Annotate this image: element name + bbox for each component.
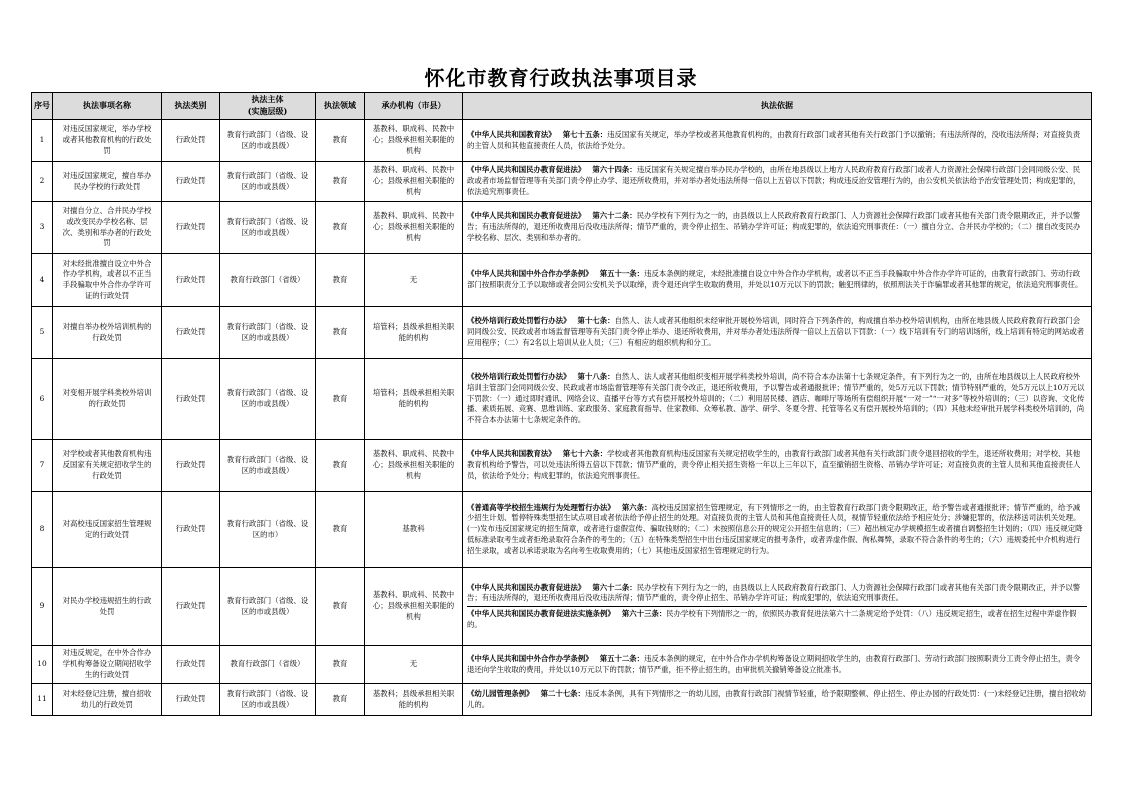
law-article: 第六十二条： bbox=[592, 211, 637, 221]
cell-seq: 5 bbox=[32, 307, 53, 359]
table-row bbox=[32, 646, 1092, 684]
enforcement-table bbox=[31, 92, 1092, 716]
page-title: 怀化市教育行政执法事项目录 bbox=[424, 66, 698, 90]
table-row bbox=[32, 202, 1092, 254]
basis-entry bbox=[467, 449, 1087, 481]
law-text: 违反本条例的规定，在中外合作办学机构筹备设立期间招收学生的，由教育行政部门、劳动行政部门按照职责分工责令停止招生，责令退还向学生收取的费用，并处以10万元以下的罚款；情节严重，拒不停止招生的，由审批机关撤销筹备设立批准书。 bbox=[467, 653, 1081, 674]
cell-subject: 教育行政部门（省级、设区的市或县级） bbox=[220, 359, 316, 440]
table-row bbox=[32, 492, 1092, 568]
cell-category: 行政处罚 bbox=[162, 684, 220, 716]
cell-category: 行政处罚 bbox=[162, 120, 220, 162]
cell-seq: 2 bbox=[32, 162, 53, 202]
table-row bbox=[32, 162, 1092, 202]
cell-category: 行政处罚 bbox=[162, 307, 220, 359]
cell-field: 教育 bbox=[316, 492, 365, 568]
law-text: 违反国家有关规定，举办学校或者其他教育机构的，由教育行政部门或者其他有关行政部门予以撤销；有违法所得的，没收违法所得；对直接负责的主管人员和其他直接责任人员，依法给予处分。 bbox=[467, 129, 1081, 150]
cell-basis bbox=[463, 684, 1092, 716]
cell-subject: 教育行政部门（省级、设区的市或县级） bbox=[220, 162, 316, 202]
table-row bbox=[32, 120, 1092, 162]
cell-basis bbox=[463, 162, 1092, 202]
law-name: 《幼儿园管理条例》 bbox=[467, 688, 534, 698]
cell-basis bbox=[463, 568, 1092, 646]
cell-field: 教育 bbox=[316, 120, 365, 162]
law-article: 第十八条： bbox=[577, 372, 615, 382]
header-category: 执法类别 bbox=[162, 93, 220, 120]
basis-entry bbox=[467, 503, 1087, 557]
cell-field: 教育 bbox=[316, 162, 365, 202]
cell-item-name: 对学校或者其他教育机构违反国家有关规定招收学生的行政处罚 bbox=[53, 440, 162, 492]
cell-subject: 教育行政部门（省级、设区的市或县级） bbox=[220, 120, 316, 162]
header-item: 执法事项名称 bbox=[53, 93, 162, 120]
cell-seq: 1 bbox=[32, 120, 53, 162]
law-name: 《中华人民共和国民办教育促进法实施条例》 bbox=[467, 609, 615, 618]
law-article: 第六十四条： bbox=[592, 165, 637, 175]
cell-category: 行政处罚 bbox=[162, 440, 220, 492]
cell-field: 教育 bbox=[316, 307, 365, 359]
cell-field: 教育 bbox=[316, 684, 365, 716]
law-text: 违反本条例的规定，未经批准擅自设立中外合作办学机构，或者以不正当手段骗取中外合作办学许可证的，由教育行政部门、劳动行政部门按照职责分工予以取缔或者会同公安机关予以取缔，责令退还向学生收取的费用，并处以10万元以下的罚款；触犯刑律的，依照刑法关于诈骗罪或者其他罪的规定，依法追究刑事责任。 bbox=[467, 269, 1083, 289]
cell-item-name: 对未经登记注册，擅自招收幼儿的行政处罚 bbox=[53, 684, 162, 716]
table-row bbox=[32, 254, 1092, 307]
header-field: 执法领域 bbox=[316, 93, 365, 120]
cell-agency: 无 bbox=[365, 254, 463, 307]
header-subject-sub: (实施层级) bbox=[247, 106, 288, 116]
cell-item-name: 对擅自分立、合并民办学校或改变民办学校名称、层次、类别和举办者的行政处罚 bbox=[53, 202, 162, 254]
cell-item-name: 对高校违反国家招生管理规定的行政处罚 bbox=[53, 492, 162, 568]
cell-agency: 基教科、职成科、民教中心；县级承担相关职能的机构 bbox=[365, 162, 463, 202]
cell-seq: 9 bbox=[32, 568, 53, 646]
cell-item-name: 对擅自举办校外培训机构的行政处罚 bbox=[53, 307, 162, 359]
law-name: 《校外培训行政处罚暂行办法》 bbox=[467, 316, 571, 326]
cell-basis bbox=[463, 120, 1092, 162]
cell-field: 教育 bbox=[316, 359, 365, 440]
basis-entry bbox=[467, 583, 1087, 607]
cell-agency: 基教科、职成科、民教中心；县级承担相关职能的机构 bbox=[365, 568, 463, 646]
law-article: 第七十五条： bbox=[562, 129, 608, 139]
basis-entry bbox=[467, 316, 1087, 348]
law-text: 自然人、法人或者其他组织变相开展学科类校外培训，尚不符合本办法第十七条规定条件，有下列行为之一的，由所在地县级以上人民政府校外培训主管部门会同同级公安、民政或者市场监督管理等有关部门责令改正，退还所收费用，予以警告或者通报批评；情节严重的，处5万元以下罚款；情节特别严重的，处5万元以上10万元以下罚款：（一）通过即时通讯、网络会议、直播平台等方式有偿开展校外培训的；（二）利用居民楼、酒店、咖啡厅等场所有偿组织开展“一对一”“一对多”等校外培训的；（三）以咨询、文化传播、素质拓展、竞赛、思维训练、家政服务、家庭教育指导、住家教师、众筹私教、游学、研学、冬夏令营、托管等名义有偿开展校外培训的；（四）其他未经审批开展学科类校外培训的，尚不符合本办法第十七条规定条件的。 bbox=[467, 372, 1085, 425]
law-text: 民办学校有下列行为之一的，由县级以上人民政府教育行政部门、人力资源社会保障行政部门或者其他有关部门责令限期改正，并予以警告；有违法所得的，退还所收费用后没收违法所得；情节严重的，责令停止招生、吊销办学许可证；构成犯罪的，依法追究刑事责任。 bbox=[467, 582, 1081, 603]
header-basis: 执法依据 bbox=[463, 93, 1092, 120]
cell-seq: 3 bbox=[32, 202, 53, 254]
basis-entry bbox=[467, 130, 1087, 151]
cell-category: 行政处罚 bbox=[162, 492, 220, 568]
cell-field: 教育 bbox=[316, 568, 365, 646]
cell-seq: 7 bbox=[32, 440, 53, 492]
basis-entry bbox=[467, 165, 1087, 197]
basis-entry bbox=[467, 269, 1087, 290]
law-text: 违反本条例，具有下列情形之一的幼儿园，由教育行政部门视情节轻重，给予限期整顿、停止招生、停止办园的行政处罚：(一)未经登记注册，擅自招收幼儿的。 bbox=[467, 688, 1086, 709]
cell-basis bbox=[463, 202, 1092, 254]
law-article: 第十七条： bbox=[577, 316, 615, 326]
cell-basis bbox=[463, 359, 1092, 440]
cell-subject: 教育行政部门（省级、设区的市或县级） bbox=[220, 307, 316, 359]
cell-category: 行政处罚 bbox=[162, 646, 220, 684]
cell-subject: 教育行政部门（省级、设区的市） bbox=[220, 492, 316, 568]
law-article: 第五十二条： bbox=[599, 653, 645, 663]
header-agency: 承办机构（市县） bbox=[365, 93, 463, 120]
law-name: 《中华人民共和国教育法》 bbox=[467, 449, 556, 459]
cell-field: 教育 bbox=[316, 440, 365, 492]
cell-seq: 10 bbox=[32, 646, 53, 684]
cell-basis bbox=[463, 492, 1092, 568]
law-text: 高校违反国家招生管理规定，有下列情形之一的，由主管教育行政部门责令限期改正，给予警告或者通报批评；情节严重的，给予减少招生计划、暂停特殊类型招生试点项目或者依法给予停止招生的处理。对直接负责的主管人员和其他直接责任人员，视情节轻重依法给予相应处分；涉嫌犯罪的，依法移送司法机关处理。(一)发布违反国家规定的招生简章，或者进行虚假宣传、骗取钱财的；（二）未按照信息公开的规定公开招生信息的；（三）超出核定办学规模招生或者擅自调整招生计划的；（四）违反规定降低标准录取考生或者拒绝录取符合条件的考生的；（五）在特殊类型招生中出台违反国家规定的报考条件，或者弄虚作假、徇私舞弊，录取不符合条件的考生的；（六）违规委托中介机构进行招生录取，或者以承诺录取为名向考生收取费用的；（七）其他违反国家招生管理规定的行为。 bbox=[467, 502, 1083, 555]
cell-item-name: 对违反规定，在中外合作办学机构筹备设立期间招收学生的行政处罚 bbox=[53, 646, 162, 684]
header-subject-main: 执法主体 bbox=[251, 94, 284, 105]
cell-agency: 基教科、职成科、民教中心；县级承担相关职能的机构 bbox=[365, 120, 463, 162]
cell-subject: 教育行政部门（省级、设区的市或县级） bbox=[220, 440, 316, 492]
cell-agency: 培管科；县级承担相关职能的机构 bbox=[365, 307, 463, 359]
cell-agency: 基教科、职成科、民教中心；县级承担相关职能的机构 bbox=[365, 202, 463, 254]
table-row bbox=[32, 568, 1092, 646]
cell-item-name: 对未经批准擅自设立中外合作办学机构，或者以不正当手段骗取中外合作办学许可证的行政处罚 bbox=[53, 254, 162, 307]
law-article: 第七十六条： bbox=[562, 449, 608, 459]
cell-agency: 基教科；县级承担相关职能的机构 bbox=[365, 684, 463, 716]
law-article: 第六条： bbox=[621, 502, 652, 512]
law-article: 第六十三条： bbox=[621, 609, 667, 618]
law-name: 《中华人民共和国民办教育促进法》 bbox=[467, 211, 586, 221]
law-article: 第二十七条： bbox=[540, 688, 585, 698]
basis-entry bbox=[467, 609, 1087, 630]
cell-subject: 教育行政部门（省级、设区的市或县级） bbox=[220, 684, 316, 716]
law-text: 民办学校有下列行为之一的，由县级以上人民政府教育行政部门、人力资源社会保障行政部门或者其他有关部门责令限期改正，并予以警告；有违法所得的，退还所收费用后没收违法所得；情节严重的，责令停止招生、吊销办学许可证；构成犯罪的，依法追究刑事责任：（一）擅自分立、合并民办学校的；（二）擅自改变民办学校名称、层次、类别和举办者的。 bbox=[467, 211, 1081, 242]
table-row bbox=[32, 684, 1092, 716]
cell-seq: 8 bbox=[32, 492, 53, 568]
cell-basis bbox=[463, 440, 1092, 492]
cell-agency: 培管科；县级承担相关职能的机构 bbox=[365, 359, 463, 440]
law-article: 第五十一条： bbox=[599, 269, 645, 279]
table-row bbox=[32, 359, 1092, 440]
law-name: 《普通高等学校招生违规行为处理暂行办法》 bbox=[467, 502, 615, 512]
cell-seq: 4 bbox=[32, 254, 53, 307]
cell-category: 行政处罚 bbox=[162, 254, 220, 307]
cell-category: 行政处罚 bbox=[162, 202, 220, 254]
law-name: 《校外培训行政处罚暂行办法》 bbox=[467, 372, 571, 382]
law-text: 民办学校有下列情形之一的，依照民办教育促进法第六十二条规定给予处罚：（八）违反规定招生，或者在招生过程中弄虚作假的。 bbox=[467, 609, 1077, 629]
law-name: 《中华人民共和国民办教育促进法》 bbox=[467, 165, 586, 175]
cell-subject: 教育行政部门（省级、设区的市或县级） bbox=[220, 568, 316, 646]
cell-item-name: 对变相开展学科类校外培训的行政处罚 bbox=[53, 359, 162, 440]
cell-subject: 教育行政部门（省级、设区的市或县级） bbox=[220, 202, 316, 254]
basis-entry bbox=[467, 211, 1087, 243]
table-header-row bbox=[32, 93, 1092, 120]
law-text: 自然人、法人或者其他组织未经审批开展校外培训，同时符合下列条件的，构成擅自举办校外培训机构，由所在地县级人民政府教育行政部门会同同级公安、民政或者市场监督管理等有关部门责令停止举办、退还所收费用，并对举办者处违法所得一倍以上五倍以下罚款：（一）线下培训有专门的培训场所，线上培训有特定的网站或者应用程序；（二）有2名以上培训从业人员；（三）有相应的组织机构和分工。 bbox=[467, 316, 1085, 347]
law-text: 学校或者其他教育机构违反国家有关规定招收学生的，由教育行政部门或者其他有关行政部门责令退回招收的学生，退还所收费用；对学校、其他教育机构给予警告，可以处违法所得五倍以下罚款；情节严重的，责令停止相关招生资格一年以上三年以下，直至撤销招生资格、吊销办学许可证；对直接负责的主管人员和其他直接责任人员，依法给予处分；构成犯罪的，依法追究刑事责任。 bbox=[467, 449, 1081, 480]
cell-category: 行政处罚 bbox=[162, 162, 220, 202]
law-name: 《中华人民共和国教育法》 bbox=[467, 129, 556, 139]
cell-field: 教育 bbox=[316, 646, 365, 684]
law-name: 《中华人民共和国民办教育促进法》 bbox=[467, 582, 586, 592]
header-seq: 序号 bbox=[32, 93, 53, 120]
cell-item-name: 对违反国家规定，擅自举办民办学校的行政处罚 bbox=[53, 162, 162, 202]
cell-seq: 11 bbox=[32, 684, 53, 716]
cell-category: 行政处罚 bbox=[162, 568, 220, 646]
cell-item-name: 对民办学校违规招生的行政处罚 bbox=[53, 568, 162, 646]
law-article: 第六十二条： bbox=[592, 582, 637, 592]
table-row bbox=[32, 307, 1092, 359]
basis-entry bbox=[467, 654, 1087, 675]
cell-agency: 无 bbox=[365, 646, 463, 684]
cell-field: 教育 bbox=[316, 254, 365, 307]
cell-subject: 教育行政部门（省级） bbox=[220, 254, 316, 307]
cell-agency: 基教科、职成科、民教中心；县级承担相关职能的机构 bbox=[365, 440, 463, 492]
cell-field: 教育 bbox=[316, 202, 365, 254]
law-name: 《中华人民共和国中外合作办学条例》 bbox=[467, 269, 593, 279]
law-text: 违反国家有关规定擅自举办民办学校的，由所在地县级以上地方人民政府教育行政部门或者人力资源社会保障行政部门会同同级公安、民政或者市场监督管理等有关部门责令停止办学、退还所收费用，并对举办者处违法所得一倍以上五倍以下罚款；构成违反治安管理行为的，由公安机关依法给予治安管理处罚；构成犯罪的，依法追究刑事责任。 bbox=[467, 165, 1081, 196]
cell-basis bbox=[463, 646, 1092, 684]
cell-category: 行政处罚 bbox=[162, 359, 220, 440]
header-subject bbox=[220, 93, 316, 120]
cell-seq: 6 bbox=[32, 359, 53, 440]
basis-entry bbox=[467, 372, 1087, 426]
cell-basis bbox=[463, 307, 1092, 359]
basis-entry bbox=[467, 689, 1087, 710]
table-row bbox=[32, 440, 1092, 492]
cell-basis bbox=[463, 254, 1092, 307]
cell-subject: 教育行政部门（省级） bbox=[220, 646, 316, 684]
cell-agency: 基教科 bbox=[365, 492, 463, 568]
cell-item-name: 对违反国家规定，举办学校或者其他教育机构的行政处罚 bbox=[53, 120, 162, 162]
law-name: 《中华人民共和国中外合作办学条例》 bbox=[467, 653, 593, 663]
